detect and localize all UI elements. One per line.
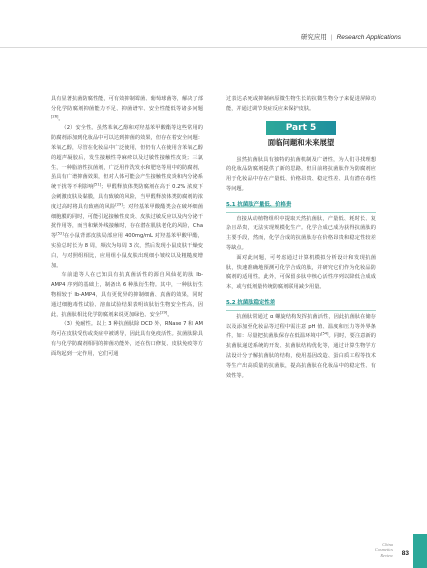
left-paragraph: （3）免耐性。以上 3 种抗菌肽除 DCD 外，RNase 7 和 AM 均可在皮肤受伤或炎症中被诱导，因此具有免疫活性。抗菌肽除具有与化学防腐剂相同的抑菌功能外，还在伤口修复、皮肤免疫等方面均起到一定作用，它们可通 (51, 321, 203, 357)
part-title: 面临问题和未来展望 (267, 137, 335, 147)
subheading-5-1: 5.1 抗菌肽产量低、价格贵 (226, 201, 376, 213)
journal-logo: China Cosmetics Review (374, 541, 393, 558)
section-title-en: Research Applications (336, 34, 401, 41)
page-number: 83 (401, 550, 409, 557)
left-paragraph: 具有显著抗菌防腐性能，可有效抑制霉菌、葡萄球菌等，解决了部分化学防腐剂抑菌能力不足、抑菌谱窄、安全性能低等诸多问题[26]。 (51, 96, 203, 122)
right-paragraph: 抗菌肽常通过 α 螺旋结构发挥抗菌活性，因此抗菌肽在储存以及添加至化妆品等过程中需注意 pH 值、温度和压力等外界条件，如：尽量把抗菌肽保存在低温环境中[54]。同时，要注意新的抗菌肽递送系统的开发、抗菌肽结构优化等，通过计算生物学方法设计分子解抗菌肽的结构，使用基因改造、蛋白质工程等技术等生产出高质量的抗菌肽，提高抗菌肽在化妆品中的稳定性、有效性等。 (226, 313, 376, 379)
right-intro: 过表达杀死或抑制病原微生物生长的抗微生物分子来促进屏障功能，并通过调节炎症反应来保护皮肤。 (226, 96, 376, 112)
part-label: Part 5 (266, 121, 336, 135)
page-header (301, 32, 401, 41)
left-paragraph: （2）安全性。虽然苯氧乙醇和对羟基苯甲酸酯等这些常用的防腐剂添加到化妆品中可以达到抑菌的效果，但存在着安全问题：苯氧乙醇，尽管在化妆品中广泛使用，但仍有人在使用含苯氧乙醇的超声凝胶后，发生接触性荨麻疹以及过敏性接触性皮炎；三氯生，一种脂溶性抗菌剂，广泛用作洗发水和肥皂等用中的防腐剂，虽具有广谱抑菌效果，但对人体可能会产生接触性皮炎和内分泌系统干扰等不利影响[51]；甲醛释放体类防腐剂在高于 0.2% 浓度下会刺激皮肤及黏膜，具有致敏的风险，当甲醛释放体类防腐剂的浓度过高时将具有致癌的风险[29]；对羟基苯甲酸酯类会在破坏细菌细胞膜的同时，可能引起接触性皮炎、皮肤过敏反应以及内分泌干扰作用等，而当和紫外线接触时，存在潜在肌肤老化的风险，Cha 等[52]在小鼠背部皮肤局部应用 400mg/mL 对羟基苯甲酸甲酯，实验总时长为 8 周，频次为每周 3 次，然后发现小鼠皮肤干燥变白，与对照组相比，应用组小鼠皮肤出现细小皱纹以及粗糙度增加。 (51, 125, 203, 269)
header-rule (0, 47, 427, 48)
left-paragraph: 车前道等人在已知具有抗真菌活性的源自风仙花的肽 Ib-AMP4 序列的基础上，制备出 6 种肽衍生物。其中，一种肽衍生物相较于 Ib-AMP4，具有更优异的抑制细菌、真菌的效果，同时通过细胞毒性试验、溶血试验结果表明该肽衍生物安全性高，因此，抗菌肽相比化学防腐剂来说更加绿色、安全[29]。 (51, 272, 203, 318)
left-column (51, 95, 203, 360)
right-paragraph: 直接从动植物组织中提取天然抗菌肽，产量低、耗时长、复杂且昂贵，无法实现规模化生产。化学合成已成为获得抗菌肽的主要手段，然而，化学合成的抗菌肽存在价格昂贵和稳定性较差等缺点。 (226, 215, 376, 251)
right-paragraph: 虽然抗菌肽具有独特的抗菌机制及广谱性，为人们寻找理想的化妆品防腐剂提供了新的思路，但目前将抗菌肽作为防腐剂应用于化妆品中存在产量低、价格昂贵、稳定性差、具有潜在毒性等问题。 (226, 156, 376, 192)
header-separator: | (330, 34, 333, 41)
corner-accent-bar (413, 534, 427, 568)
right-paragraph: 面对此问题，可考虑通过计算机模拟分析设计和发现抗菌肽，快速准确地预测可化学合成的肽，并研究它们作为化妆品防腐剂的适用性。此外，可保留多肽中核心活性序列以降低合成成本，或与低剂量传统防腐剂联用减少用量。 (226, 254, 376, 291)
right-column (226, 95, 376, 381)
section-title-cn: 研究应用 (300, 34, 327, 41)
subheading-5-2: 5.2 抗菌肽稳定性差 (226, 299, 376, 311)
